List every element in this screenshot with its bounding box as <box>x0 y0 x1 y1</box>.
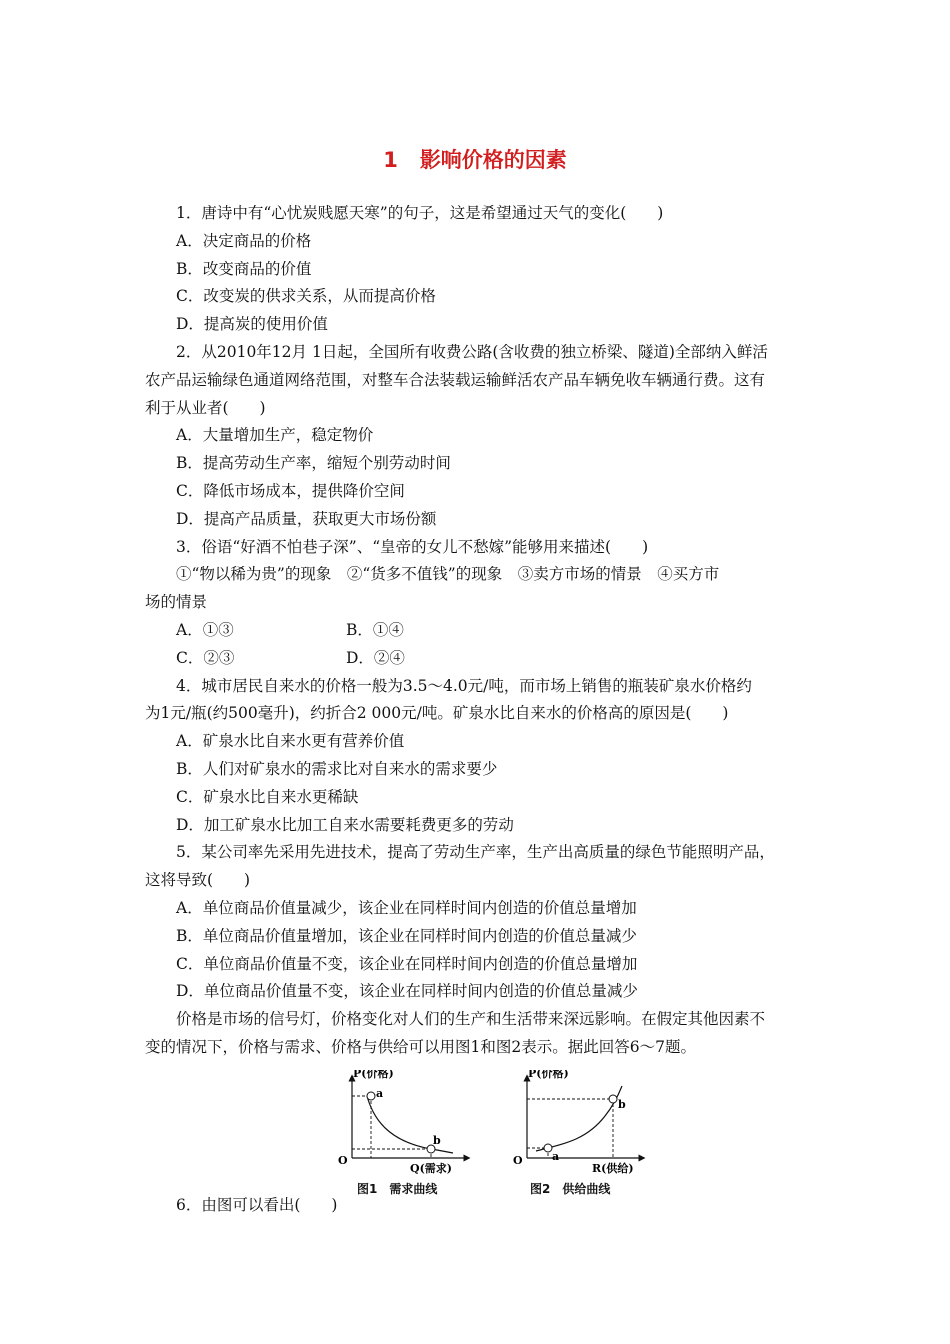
q5-stem-line2: 这将导致( ) <box>145 871 251 890</box>
fig2-point-b <box>609 1095 617 1103</box>
q4-stem-line2: 为1元/瓶(约500毫升)，约折合2 000元/吨。矿泉水比自来水的价格高的原因是( ) <box>145 704 729 723</box>
q4-option-c: C．矿泉水比自来水更稀缺 <box>176 787 359 806</box>
intro-line2: 变的情况下，价格与需求、价格与供给可以用图1和图2表示。据此回答6～7题。 <box>145 1037 696 1056</box>
figure-2-supply-curve <box>500 1069 650 1196</box>
q2-stem-line2: 农产品运输绿色通道网络范围，对整车合法装载运输鲜活农产品车辆免收车辆通行费。这有 <box>145 370 766 389</box>
q2-option-a: A．大量增加生产，稳定物价 <box>176 426 374 445</box>
document-body <box>145 200 810 1220</box>
q4-option-b: B．人们对矿泉水的需求比对自来水的需求要少 <box>176 759 498 778</box>
figure-1-demand-curve <box>325 1069 475 1196</box>
fig2-y-label: P(价格) <box>528 1069 569 1080</box>
page-title <box>0 144 950 174</box>
fig1-origin: O <box>338 1153 348 1167</box>
fig1-label-a: a <box>376 1086 384 1100</box>
q5-option-c: C．单位商品价值量不变，该企业在同样时间内创造的价值总量增加 <box>176 954 638 973</box>
fig1-point-a <box>367 1092 375 1100</box>
figures <box>145 1069 810 1196</box>
q3-stem: 3．俗语“好酒不怕巷子深”、“皇帝的女儿不愁嫁”能够用来描述( ) <box>176 537 649 556</box>
q3-option-c: C．②③ <box>176 648 235 667</box>
q5-option-b: B．单位商品价值量增加，该企业在同样时间内创造的价值总量减少 <box>176 926 637 945</box>
q1-stem: 1．唐诗中有“心忧炭贱愿天寒”的句子，这是希望通过天气的变化( ) <box>176 204 664 222</box>
figure-1-svg <box>325 1070 475 1174</box>
title-text: 影响价格的因素 <box>419 148 567 172</box>
q2-stem-line3: 利于从业者( ) <box>145 398 266 417</box>
q3-items-line1: ①“物以稀为贵”的现象 ②“货多不值钱”的现象 ③卖方市场的情景 ④买方市 <box>176 565 720 584</box>
q1-option-c: C．改变炭的供求关系，从而提高价格 <box>176 287 436 306</box>
q3-options-row2 <box>145 645 810 673</box>
q5-option-d: D．单位商品价值量不变，该企业在同样时间内创造的价值总量减少 <box>176 982 638 1001</box>
q3-items-line2: 场的情景 <box>145 593 208 612</box>
figure-2-svg <box>500 1070 650 1174</box>
q3-option-b: B．①④ <box>346 620 404 639</box>
fig2-label-a: a <box>552 1149 560 1163</box>
fig2-point-a <box>544 1144 552 1152</box>
q6-stem: 6．由图可以看出( ) <box>176 1195 338 1214</box>
fig1-y-label: P(价格) <box>353 1069 394 1080</box>
title-number: 1 <box>383 148 398 172</box>
fig2-caption: 图2 供给曲线 <box>530 1181 611 1196</box>
q4-option-a: A．矿泉水比自来水更有营养价值 <box>176 732 405 751</box>
q2-stem-line1: 2．从2010年12月 1日起，全国所有收费公路(含收费的独立桥梁、隧道)全部纳入鲜活 <box>176 342 768 361</box>
intro-line1: 价格是市场的信号灯，价格变化对人们的生产和生活带来深远影响。在假定其他因素不 <box>176 1010 766 1029</box>
q4-option-d: D．加工矿泉水比加工自来水需要耗费更多的劳动 <box>176 815 514 834</box>
fig1-label-b: b <box>433 1133 441 1147</box>
fig2-origin: O <box>513 1153 523 1167</box>
q2-option-c: C．降低市场成本，提供降价空间 <box>176 481 405 500</box>
q2-option-b: B．提高劳动生产率，缩短个别劳动时间 <box>176 454 451 473</box>
q3-option-d: D．②④ <box>346 648 405 667</box>
fig2-supply-curve <box>536 1086 622 1151</box>
fig2-x-label: R(供给) <box>592 1161 634 1174</box>
fig2-label-b: b <box>618 1097 626 1111</box>
q1-option-a: A．决定商品的价格 <box>176 231 312 250</box>
q2-option-d: D．提高产品质量，获取更大市场份额 <box>176 509 437 528</box>
fig1-caption: 图1 需求曲线 <box>357 1181 438 1196</box>
q4-stem-line1: 4．城市居民自来水的价格一般为3.5～4.0元/吨，而市场上销售的瓶装矿泉水价格约 <box>176 676 752 695</box>
q3-option-a: A．①③ <box>176 620 234 639</box>
q3-options-row1 <box>145 617 810 645</box>
q5-stem-line1: 5．某公司率先采用先进技术，提高了劳动生产率，生产出高质量的绿色节能照明产品， <box>176 843 775 862</box>
q1-option-b: B．改变商品的价值 <box>176 259 312 278</box>
fig1-x-label: Q(需求) <box>410 1161 452 1174</box>
q5-option-a: A．单位商品价值量减少，该企业在同样时间内创造的价值总量增加 <box>176 898 637 917</box>
q1-option-d: D．提高炭的使用价值 <box>176 315 328 334</box>
